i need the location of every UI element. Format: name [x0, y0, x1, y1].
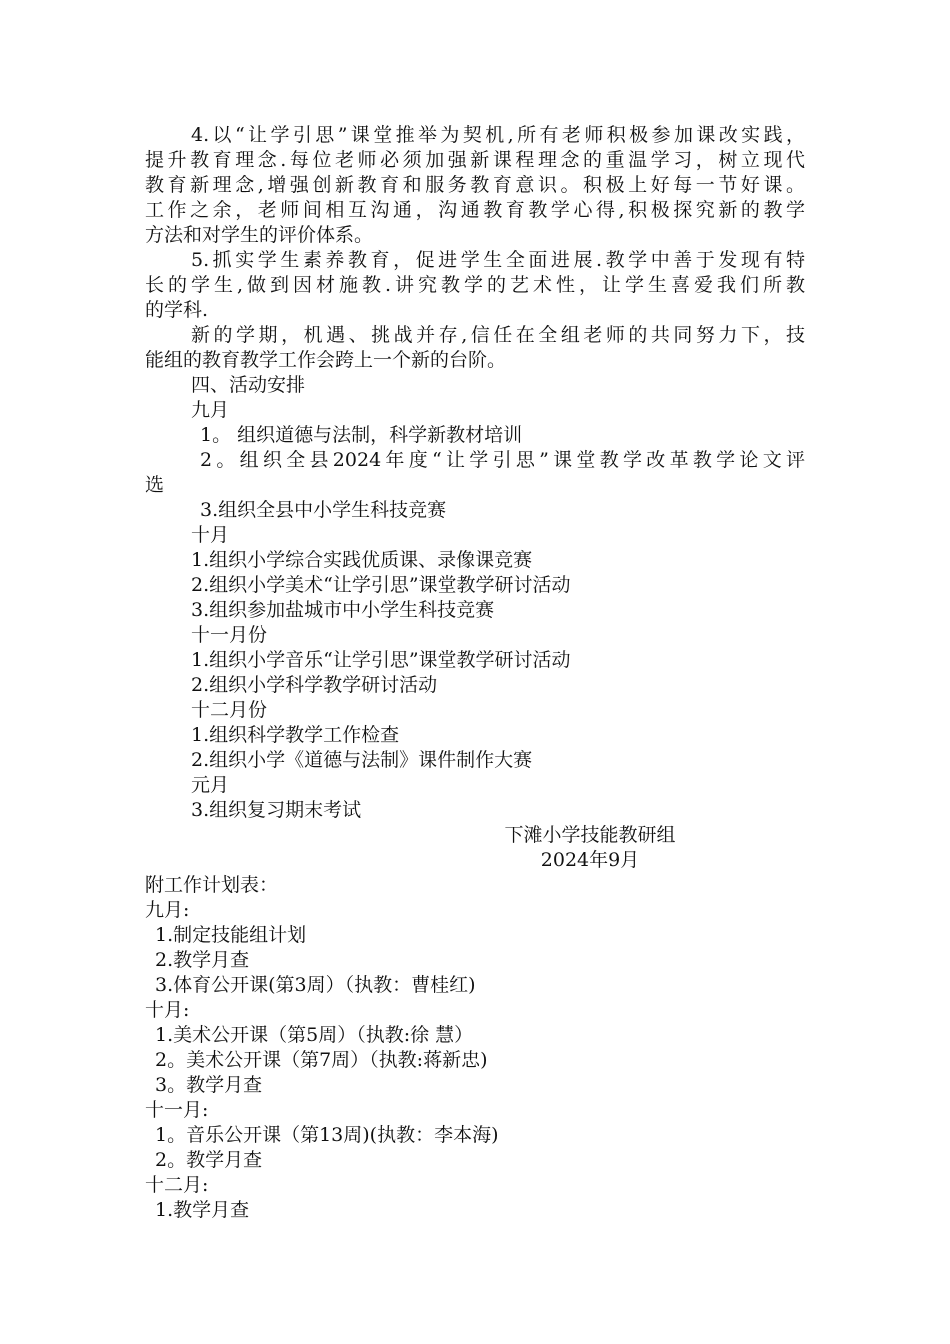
signature-date: 2024年9月: [540, 849, 640, 871]
appendix-item: 1.教学月查: [155, 1199, 250, 1221]
paragraph-4-line-3: 教育新理念,增强创新教育和服务教育意识。积极上好每一节好课。: [145, 174, 805, 196]
month-heading-january: 元月: [191, 774, 230, 796]
activity-item: 3.组织复习期末考试: [191, 799, 362, 821]
appendix-item: 2。美术公开课（第7周）（执教:蒋新忠): [155, 1049, 488, 1071]
month-heading-december: 十二月份: [191, 699, 268, 721]
activity-item: 1.组织小学综合实践优质课、录像课竞赛: [191, 549, 533, 571]
appendix-month-november: 十一月:: [145, 1099, 209, 1121]
appendix-item: 2。教学月查: [155, 1149, 263, 1171]
paragraph-4-line-2: 提升教育理念.每位老师必须加强新课程理念的重温学习，树立现代: [145, 149, 805, 171]
activity-item: 3.组织全县中小学生科技竞赛: [200, 499, 447, 521]
activity-item: 2.组织小学《道德与法制》课件制作大赛: [191, 749, 533, 771]
closing-paragraph-line-2: 能组的教育教学工作会跨上一个新的台阶。: [145, 349, 507, 371]
appendix-item: 1.美术公开课（第5周）（执教:徐 慧）: [155, 1024, 474, 1046]
activity-item: 2。组织全县2024年度“让学引思”课堂教学改革教学论文评: [200, 449, 805, 471]
paragraph-5-line-1: 5.抓实学生素养教育，促进学生全面进展.教学中善于发现有特: [191, 249, 805, 271]
activity-item: 2.组织小学美术“让学引思”课堂教学研讨活动: [191, 574, 571, 596]
closing-paragraph-line-1: 新的学期，机遇、挑战并存,信任在全组老师的共同努力下，技: [191, 324, 805, 346]
appendix-item: 1。音乐公开课（第13周)(执教：李本海): [155, 1124, 499, 1146]
appendix-month-october: 十月:: [145, 999, 190, 1021]
signature-organization: 下滩小学技能教研组: [504, 824, 676, 846]
appendix-item: 1.制定技能组计划: [155, 924, 307, 946]
appendix-month-december: 十二月:: [145, 1174, 209, 1196]
paragraph-4-line-4: 工作之余，老师间相互沟通，沟通教育教学心得,积极探究新的教学: [145, 199, 805, 221]
activity-item: 1.组织小学音乐“让学引思”课堂教学研讨活动: [191, 649, 571, 671]
paragraph-5-line-2: 长的学生,做到因材施教.讲究教学的艺术性，让学生喜爱我们所教: [145, 274, 805, 296]
appendix-item: 3。教学月查: [155, 1074, 263, 1096]
activity-item-continued: 选: [145, 474, 165, 496]
activity-item: 3.组织参加盐城市中小学生科技竞赛: [191, 599, 495, 621]
month-heading-september: 九月: [191, 399, 230, 421]
appendix-title: 附工作计划表：: [145, 874, 279, 896]
activity-item: 2.组织小学科学教学研讨活动: [191, 674, 438, 696]
month-heading-november: 十一月份: [191, 624, 268, 646]
paragraph-4-line-5: 方法和对学生的评价体系。: [145, 224, 374, 246]
section-heading: 四、活动安排: [191, 374, 306, 396]
paragraph-4-line-1: 4.以“让学引思”课堂推举为契机,所有老师积极参加课改实践，: [191, 124, 805, 146]
month-heading-october: 十月: [191, 524, 230, 546]
appendix-item: 3.体育公开课(第3周）（执教：曹桂红): [155, 974, 476, 996]
appendix-item: 2.教学月查: [155, 949, 250, 971]
appendix-month-september: 九月:: [145, 899, 190, 921]
activity-item: 1.组织科学教学工作检查: [191, 724, 400, 746]
activity-item: 1。 组织道德与法制，科学新教材培训: [200, 424, 523, 446]
paragraph-5-line-3: 的学科.: [145, 299, 209, 321]
